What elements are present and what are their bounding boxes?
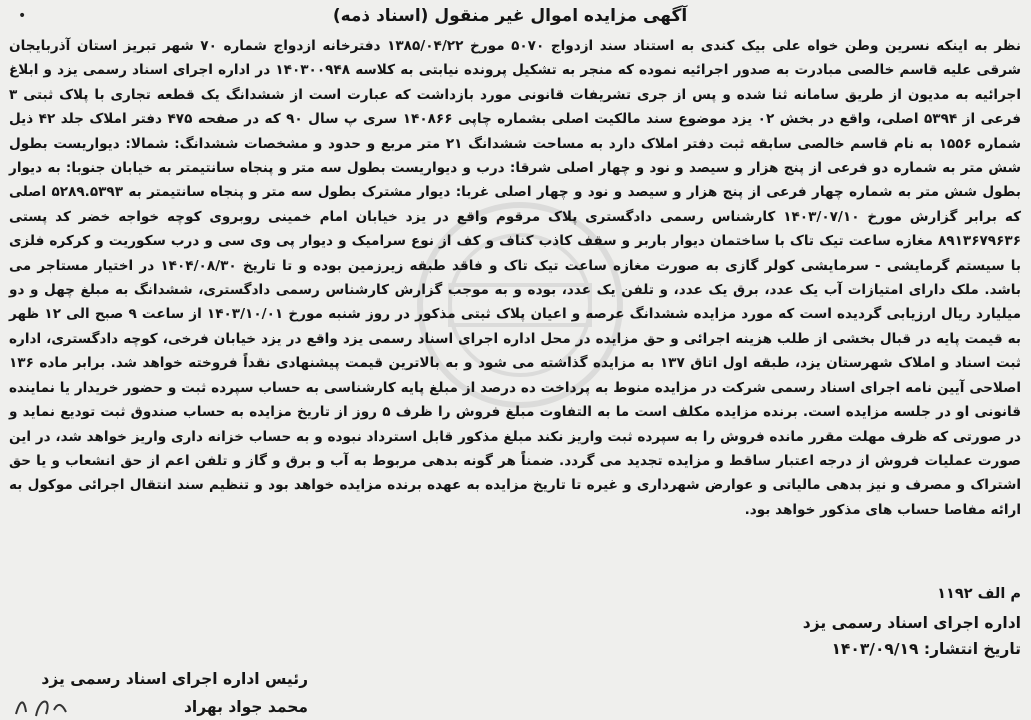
notice-title: آگهی مزایده اموال غیر منقول (اسناد ذمه) <box>332 6 688 26</box>
handwritten-signature <box>10 690 70 720</box>
signer-title: رئیس اداره اجرای اسناد رسمی یزد <box>41 670 308 688</box>
signer-name: محمد جواد بهراد <box>183 698 308 716</box>
reference-code: م الف ۱۱۹۲ <box>937 586 1021 602</box>
publish-date: تاریخ انتشار: ۱۴۰۳/۰۹/۱۹ <box>831 640 1021 658</box>
corner-bullet: • <box>18 8 27 24</box>
notice-body: نظر به اینکه نسرین وطن خواه علی بیک کندی به استناد سند ازدواج ۵۰۷۰ مورخ ۱۳۸۵/۰۴/۲۲ دفترخانه ازدواج شماره ۷۰ شهر تبریز استان آذربایجان شرقی علیه قاسم خالصی مبادرت به صدور اجرائیه نموده که منجر به تشکیل پرونده نیابتی به کلاسه ۱۴۰۳۰۰۹۴۸ در اداره اجرای اسناد رسمی یزد و ابلاغ اجرائیه به مدیون از طریق سامانه ثنا شده و پس از جری تشریفات قانونی مورد بازداشت که عبارت است از ششدانگ یک قطعه تجاری با پلاک ثبتی ۳ فرعی از ۵۳۹۴ اصلی، واقع در بخش ۰۲ یزد موضوع سند مالکیت اصلی بشماره چاپی ۱۴۰۸۶۶ سری پ سال ۹۰ که در صفحه ۴۷۵ دفتر املاک جلد ۴۲ ذیل شماره ۱۵۵۶ به نام قاسم خالصی سابقه ثبت دفتر املاک دارد به مساحت ششدانگ ۲۱ متر مربع و حدود و مشخصات ششدانگ: شمالا: دیواریست بطول شش متر به شماره دو فرعی از پنج هزار و سیصد و نود و چهار اصلی شرقا: درب و دیواریست بطول سه متر و پنجاه سانتیمتر به خیابان جنوبا: به دیوار بطول شش متر به شماره چهار فرعی از پنج هزار و سیصد و نود و چهار اصلی غربا: دیوار مشترک بطول سه متر و پنجاه سانتیمتر به ۵۲۸۹.۵۳۹۳ اصلی که برابر گزارش مورخ ۱۴۰۳/۰۷/۱۰ کارشناس رسمی دادگستری پلاک مرقوم واقع در یزد خیابان امام خمینی روبروی کوچه خواجه خضر کد پستی ۸۹۱۳۶۷۹۶۳۶ مغازه ساعت تیک تاک با ساختمان دیوار باربر و سقف کاذب کناف و کف از نوع سرامیک و دیوار پی وی سی و درب سکوریت و کرکره فلزی با سیستم گرمایشی - سرمایشی کولر گازی به صورت مغازه ساعت تیک تاک و فاقد طبقه زیرزمین بوده و تا تاریخ ۱۴۰۴/۰۸/۳۰ در اختیار مستاجر می باشد. ملک دارای امتیازات آب یک عدد، برق یک عدد، و تلفن یک عدد، بوده و به موجب گزارش کارشناس رسمی دادگستری، ششدانگ به مبلغ چهل و دو میلیارد ریال ارزیابی گردیده است که مورد مزایده ششدانگ عرصه و اعیان پلاک ثبتی مذکور در روز شنبه مورخ ۱۴۰۳/۱۰/۰۱ از ساعت ۹ صبح الی ۱۲ ظهر به قیمت پایه در قبال بخشی از طلب هزینه اجرائی و حق مزایده در محل اداره اجرای اسناد رسمی یزد واقع در یزد خیابان فرخی، کوچه دادگستری، اداره ثبت اسناد و املاک شهرستان یزد، طبقه اول اتاق ۱۳۷ به مزایده گذاشته می شود و به بالاترین قیمت پیشنهادی نقداً فروخته خواهد شد. برابر ماده ۱۳۶ اصلاحی آیین نامه اجرای اسناد رسمی شرکت در مزایده منوط به پرداخت ده درصد از مبلغ پایه کارشناسی به حساب سپرده ثبت و حضور خریدار یا نماینده قانونی او در جلسه مزایده است. برنده مزایده مکلف است ما به التفاوت مبلغ فروش را ظرف ۵ روز از تاریخ مزایده به حساب صندوق ثبت تودیع نماید و در صورتی که ظرف مهلت مقرر مانده فروش را به سپرده ثبت واریز نکند مبلغ مذکور قابل استرداد نبوده و به حساب خزانه داری واریز خواهد شد، در این صورت عملیات فروش از درجه اعتبار ساقط و مزایده تجدید می گردد. ضمناً هر گونه بدهی مربوط به آب و برق و گاز و تلفن اعم از حق انشعاب و یا حق اشتراک و مصرف و نیز بدهی مالیاتی و عوارض شهرداری و غیره تا تاریخ مزایده به عهده برنده مزایده خواهد بود و تنظیم سند انتقال اجرائی موکول به ارائه مفاصا حساب های مذکور خواهد بود. <box>9 38 1022 518</box>
issuing-office: اداره اجرای اسناد رسمی یزد <box>802 614 1021 632</box>
